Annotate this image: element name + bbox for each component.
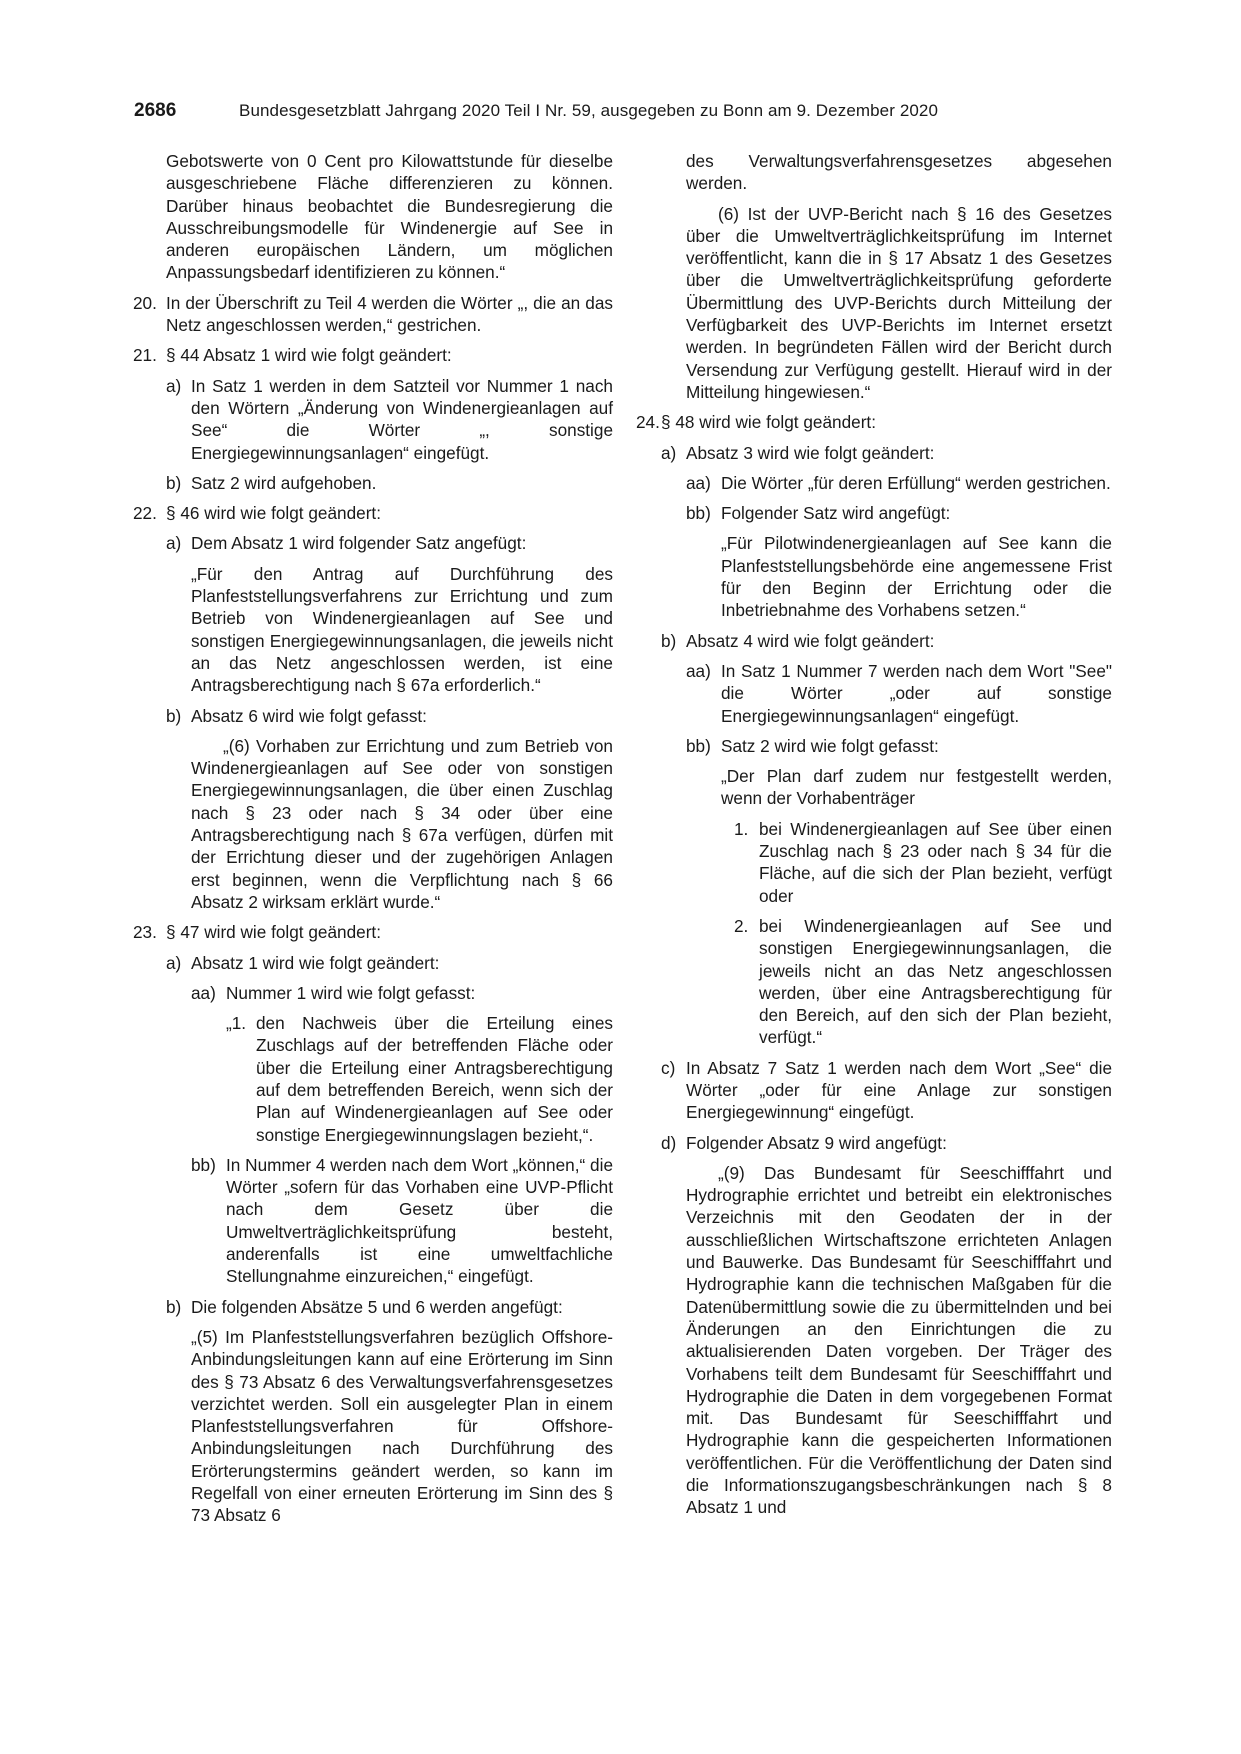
list-item-23aa: aa) Nummer 1 wird wie folgt gefasst: bbox=[191, 982, 476, 1003]
list-item-22b: b) Absatz 6 wird wie folgt gefasst: bbox=[166, 705, 427, 726]
list-item-23aa-1: „1. den Nachweis über die Erteilung eines Zuschlags auf der betreffenden Fläche oder über die Erteilung einer Antragsberechtigung auf dem betreffenden Bereich, wenn sich der Plan auf Windenergieanlagen auf See oder sonstige Energiegewinnungslagen bezieht,“. bbox=[226, 1013, 613, 1145]
list-item-24a: a) Absatz 3 wird wie folgt geändert: bbox=[661, 442, 935, 463]
list-item-21b: b) Satz 2 wird aufgehoben. bbox=[166, 472, 377, 493]
page-number: 2686 bbox=[134, 100, 177, 121]
running-title: Bundesgesetzblatt Jahrgang 2020 Teil I Nr. 59, ausgegeben zu Bonn am 9. Dezember 2020 bbox=[239, 101, 939, 120]
list-item-23b: b) Die folgenden Absätze 5 und 6 werden angefügt: bbox=[166, 1296, 563, 1317]
left-column bbox=[133, 150, 613, 1527]
list-item-21: 21. § 44 Absatz 1 wird wie folgt geändert: bbox=[133, 345, 452, 366]
list-item-24a-bb: bb) Folgender Satz wird angefügt: bbox=[686, 503, 951, 524]
list-item-23bb: bb) In Nummer 4 werden nach dem Wort „können,“ die Wörter „sofern für das Vorhaben eine UVP-Pflicht nach dem Gesetz über die Umweltverträglichkeitsprüfung besteht, anderenfalls ist eine umweltfachliche Stellungnahme einzureichen,“ eingefügt. bbox=[191, 1154, 613, 1287]
list-item-23a: a) Absatz 1 wird wie folgt geändert: bbox=[166, 952, 440, 973]
list-item-24b: b) Absatz 4 wird wie folgt geändert: bbox=[661, 630, 935, 651]
right-column bbox=[636, 150, 1112, 1519]
list-item-22: 22. § 46 wird wie folgt geändert: bbox=[133, 503, 381, 524]
list-item-23: 23. § 47 wird wie folgt geändert: bbox=[133, 922, 381, 943]
list-item-20: 20. In der Überschrift zu Teil 4 werden die Wörter „, die an das Netz angeschlossen werden,“ gestrichen. bbox=[133, 292, 613, 336]
list-item-24b-bb-2: 2. bei Windenergieanlagen auf See und sonstigen Energiegewinnungsanlagen, die jeweils nicht an das Netz angeschlossen werden, über eine Antragsberechtigung für den Bereich, auf den sich der Plan bezieht, verfügt.“ bbox=[734, 915, 1112, 1048]
quote-24a-bb: „Für Pilotwindenergieanlagen auf See kann die Planfeststellungsbehörde eine angemessene Frist für den Beginn der Errichtung oder die Inbetriebnahme des Vorhabens setzen.“ bbox=[721, 533, 1112, 621]
list-item-24b-aa: aa) In Satz 1 Nummer 7 werden nach dem Wort "See" die Wörter „oder auf sonstige Energiegewinnungsanlagen“ eingefügt. bbox=[686, 660, 1112, 726]
page-header bbox=[134, 100, 1034, 130]
quote-22a: „Für den Antrag auf Durchführung des Planfeststellungsverfahrens zur Errichtung und zum Betrieb von Windenergieanlagen auf See und sonstigen Energiegewinnungsanlagen, die jeweils nicht an das Netz angeschlossen werden, ist eine Antragsberechtigung nach § 67a erforderlich.“ bbox=[191, 563, 613, 696]
quote-24d: „(9) Das Bundesamt für Seeschifffahrt und Hydrographie errichtet und betreibt ein elektronisches Verzeichnis mit den Geodaten der in der ausschließlichen Wirtschaftszone errichteten Anlagen und Bauwerke. Das Bundesamt für Seeschifffahrt und Hydrographie kann die technischen Maßgaben für die Datenübermittlung sowie die zu übermittelnden und bei Änderungen an den Einrichtungen die zu aktualisierenden Daten vorgeben. Der Träger des Vorhabens teilt dem Bundesamt für Seeschifffahrt und Hydrographie die Daten in dem vorgegebenen Format mit. Das Bundesamt für Seeschifffahrt und Hydrographie kann die gespeicherten Informationen veröffentlichen. Für die Veröffentlichung der Daten sind die Informationszugangsbeschränkungen nach § 8 Absatz 1 und bbox=[686, 1162, 1112, 1518]
continued-paragraph: Gebotswerte von 0 Cent pro Kilowattstunde für dieselbe ausgeschriebene Fläche differenzieren zu können. Darüber hinaus beobachtet die Bundesregierung die Ausschreibungsmodelle für Windenergie auf See in anderen europäischen Ländern, um möglichen Anpassungsbedarf identifizieren zu können.“ bbox=[166, 151, 613, 283]
quote-22b: „(6) Vorhaben zur Errichtung und zum Betrieb von Windenergieanlagen auf See oder von sonstigen Energiegewinnungsanlagen, die über einen Zuschlag nach § 23 oder nach § 34 oder über eine Antragsberechtigung nach § 67a verfügen, dürfen mit der Errichtung dieser und der zugehörigen Anlagen erst beginnen, wenn die Verpflichtung nach § 66 Absatz 2 wirksam erklärt wurde.“ bbox=[191, 735, 613, 912]
list-item-24d: d) Folgender Absatz 9 wird angefügt: bbox=[661, 1132, 947, 1153]
list-item-24c: c) In Absatz 7 Satz 1 werden nach dem Wort „See“ die Wörter „oder für eine Anlage zur sonstigen Energiegewinnung“ eingefügt. bbox=[661, 1057, 1112, 1123]
list-item-21a: a) In Satz 1 werden in dem Satzteil vor Nummer 1 nach den Wörtern „Änderung von Windenergieanlagen auf See“ die Wörter „, sonstige Energiegewinnungsanlagen“ eingefügt. bbox=[166, 375, 613, 463]
quote-24b-bb: „Der Plan darf zudem nur festgestellt werden, wenn der Vorhabenträger bbox=[721, 766, 1112, 809]
list-item-22a: a) Dem Absatz 1 wird folgender Satz angefügt: bbox=[166, 533, 527, 554]
continued-paragraph-right: des Verwaltungsverfahrensgesetzes abgesehen werden. bbox=[686, 151, 1112, 194]
quote-23b: „(5) Im Planfeststellungsverfahren bezüglich Offshore-Anbindungsleitungen kann auf eine Erörterung im Sinn des § 73 Absatz 6 des Verwaltungsverfahrensgesetzes verzichtet werden. Soll ein ausgelegter Plan in einem Planfeststellungsverfahren für Offshore-Anbindungsleitungen nach Durchführung des Erörterungstermins geändert werden, so kann im Regelfall von einer erneuten Erörterung im Sinn des § 73 Absatz 6 bbox=[191, 1326, 613, 1526]
list-item-24a-aa: aa) Die Wörter „für deren Erfüllung“ werden gestrichen. bbox=[686, 472, 1111, 493]
paragraph-6: (6) Ist der UVP-Bericht nach § 16 des Gesetzes über die Umweltverträglichkeitsprüfung im Internet veröffentlicht, kann die in § 17 Absatz 1 des Gesetzes über die Umweltverträglichkeitsprüfung geforderte Übermittlung des UVP-Berichts durch Mitteilung der Verfügbarkeit des UVP-Berichts im Internet ersetzt werden. In begründeten Fällen wird der Bericht durch Versendung zur Verfügung gestellt. Hierauf wird in der Mitteilung hingewiesen.“ bbox=[686, 203, 1112, 402]
list-item-24b-bb: bb) Satz 2 wird wie folgt gefasst: bbox=[686, 735, 939, 756]
list-item-24b-bb-1: 1. bei Windenergieanlagen auf See über einen Zuschlag nach § 23 oder nach § 34 für die Fläche, auf die sich der Plan bezieht, verfügt oder bbox=[734, 818, 1112, 906]
list-item-24: 24. § 48 wird wie folgt geändert: bbox=[636, 412, 876, 433]
